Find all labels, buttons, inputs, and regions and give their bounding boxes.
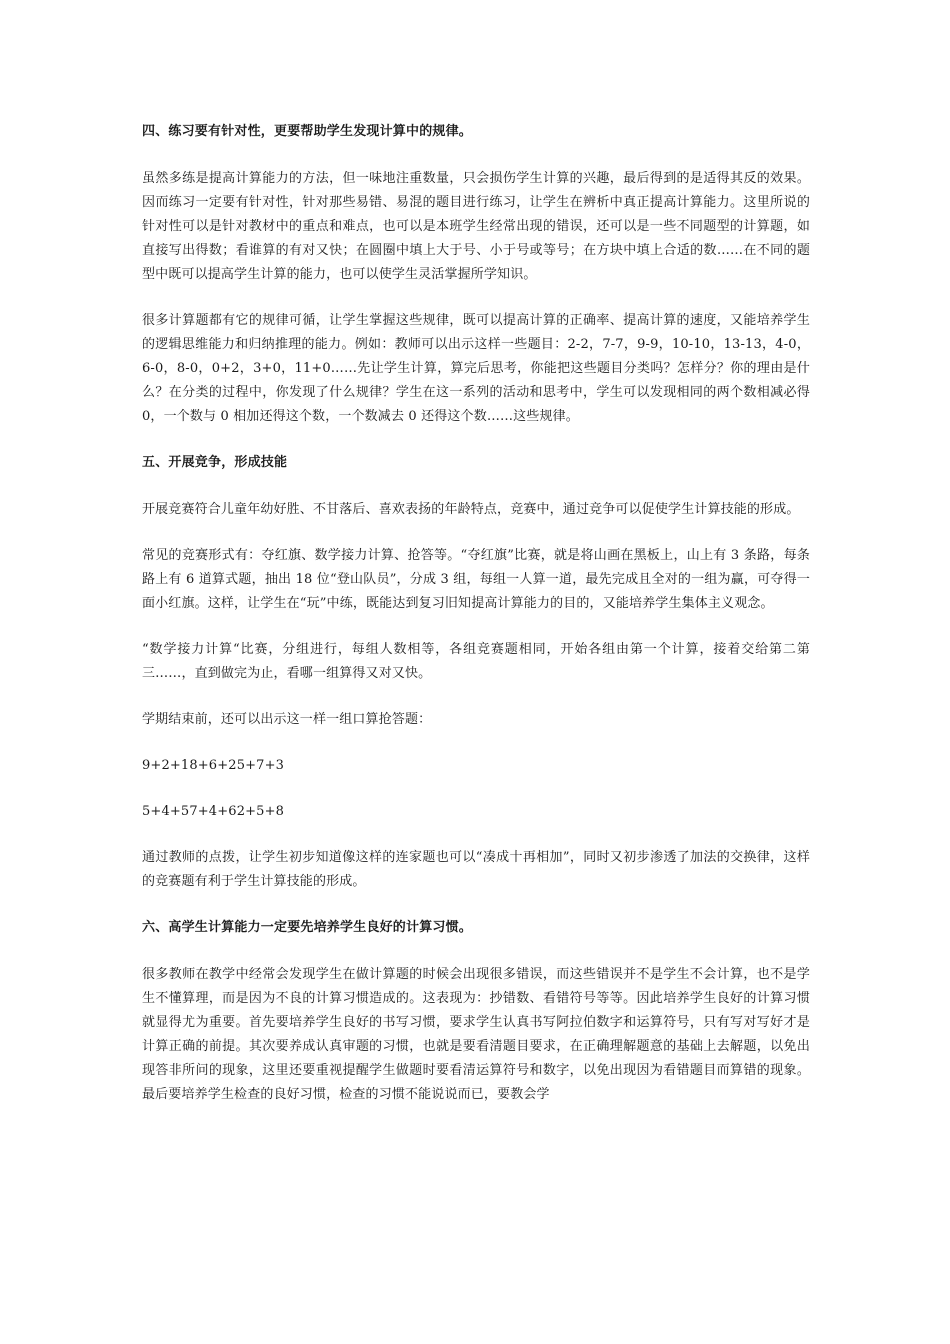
paragraph: 很多计算题都有它的规律可循，让学生掌握这些规律，既可以提高计算的正确率、提高计算的速度，又能培养学生的逻辑思维能力和归纳推理的能力。例如：教师可以出示这样一些题目：2-2，7-7，9-9，10-10，13-13，4-0，6-0，8-0，0+2，3+0，11+0……先让学生计算，算完后思考，你能把这些题目分类吗？怎样分？你的理由是什么？在分类的过程中，你发现了什么规律？学生在这一系列的活动和思考中，学生可以发现相同的两个数相减必得 0，一个数与 0 相加还得这个数，一个数减去 0 还得这个数……这些规律。 (142, 313, 810, 424)
section-heading-4: 四、练习要有针对性，更要帮助学生发现计算中的规律。 (142, 124, 473, 139)
paragraph: 开展竞赛符合儿童年幼好胜、不甘落后、喜欢表扬的年龄特点，竞赛中，通过竞争可以促使学生计算技能的形成。 (142, 502, 800, 517)
document-body (142, 120, 810, 1107)
paragraph: 虽然多练是提高计算能力的方法，但一味地注重数量，只会损伤学生计算的兴趣，最后得到的是适得其反的效果。因而练习一定要有针对性，针对那些易错、易混的题目进行练习，让学生在辨析中真正提高计算能力。这里所说的针对性可以是针对教材中的重点和难点，也可以是本班学生经常出现的错误，还可以是一些不同题型的计算题，如直接写出得数；看谁算的有对又快；在圆圈中填上大于号、小于号或等号；在方块中填上合适的数……在不同的题型中既可以提高学生计算的能力，也可以使学生灵活掌握所学知识。 (142, 171, 810, 282)
section-heading-6: 六、高学生计算能力一定要先培养学生良好的计算习惯。 (142, 920, 473, 935)
paragraph: 学期结束前，还可以出示这一样一组口算抢答题： (142, 712, 432, 727)
paragraph: 通过教师的点拨，让学生初步知道像这样的连家题也可以“凑成十再相加”，同时又初步渗透了加法的交换律，这样的竞赛题有利于学生计算技能的形成。 (142, 850, 810, 889)
section-heading-5: 五、开展竞争，形成技能 (142, 455, 288, 470)
paragraph: 常见的竞赛形式有：夺红旗、数学接力计算、抢答等。“夺红旗”比赛，就是将山画在黑板上，山上有 3 条路，每条路上有 6 道算式题，抽出 18 位“登山队员”，分成 3 组，每组一人算一道，最先完成且全对的一组为赢，可夺得一面小红旗。这样，让学生在“玩”中练，既能达到复习旧知提高计算能力的目的，又能培养学生集体主义观念。 (142, 548, 810, 611)
paragraph: “数学接力计算“比赛，分组进行，每组人数相等，各组竞赛题相同，开始各组由第一个计算，接着交给第二第三……，直到做完为止，看哪一组算得又对又快。 (142, 642, 810, 681)
expression-line: 9+2+18+6+25+7+3 (142, 758, 285, 773)
expression-line: 5+4+57+4+62+5+8 (142, 804, 285, 819)
paragraph: 很多教师在教学中经常会发现学生在做计算题的时候会出现很多错误，而这些错误并不是学生不会计算，也不是学生不懂算理，而是因为不良的计算习惯造成的。这表现为：抄错数、看错符号等等。因此培养学生良好的计算习惯就显得尤为重要。首先要培养学生良好的书写习惯，要求学生认真书写阿拉伯数字和运算符号，只有写对写好才是计算正确的前提。其次要养成认真审题的习惯，也就是要看清题目要求，在正确理解题意的基础上去解题，以免出现答非所问的现象，这里还要重视提醒学生做题时要看清运算符号和数字，以免出现因为看错题目而算错的现象。最后要培养学生检查的良好习惯，检查的习惯不能说说而已，要教会学 (142, 967, 810, 1102)
